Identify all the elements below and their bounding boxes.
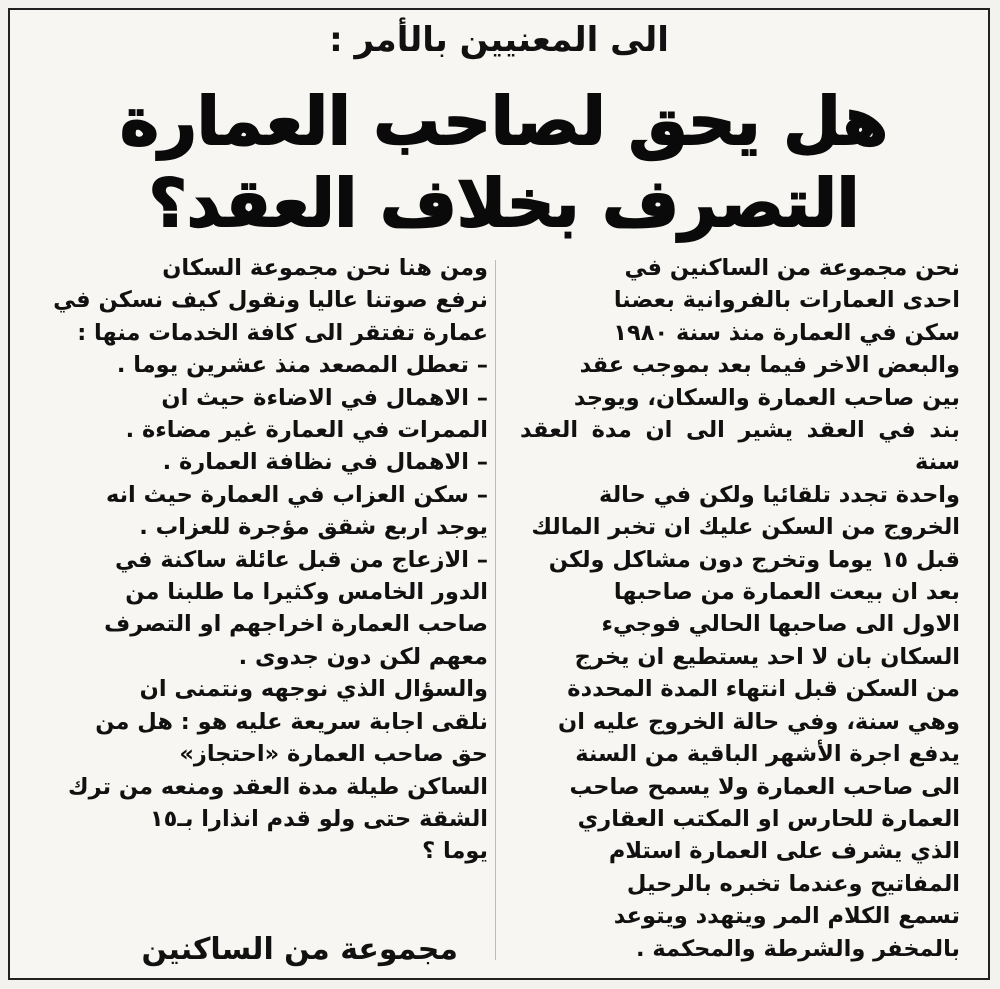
headline-line-2: التصرف بخلاف العقد؟ xyxy=(148,165,860,242)
headline-line-1: هل يحق لصاحب العمارة xyxy=(119,83,889,160)
body-column-right: نحن مجموعة من الساكنين في احدى العمارات بالفروانية بعضنا سكن في العمارة منذ سنة ١٩٨٠ والبعض الاخر فيما بعد بموجب عقد بين صاحب العمارة والسكان، ويوجد بند في العقد يشير الى ان مدة العقد سنة واحدة تجدد تلقائيا ولكن في حالة الخروج من السكن عليك ان تخبر المالك قبل ١٥ يوما وتخرج دون مشاكل ولكن بعد ان بيعت العمارة من صاحبها الاول الى صاحبها الحالي فوجيء السكان بان لا احد يستطيع ان يخرج من السكن قبل انتهاء المدة المحددة وهي سنة، وفي حالة الخروج عليه ان يدفع اجرة الأشهر الباقية من السنة الى صاحب العمارة ولا يسمح صاحب العمارة للحارس او المكتب العقاري الذي يشرف على العمارة استلام المفاتيح وعندما تخبره بالرحيل تسمع الكلام المر ويتهدد ويتوعد بالمخفر والشرطة والمحكمة . xyxy=(520,255,960,962)
column-divider xyxy=(495,260,496,960)
body-column-left: ومن هنا نحن مجموعة السكان نرفع صوتنا عاليا ونقول كيف نسكن في عمارة تفتقر الى كافة الخدمات منها : – تعطل المصعد منذ عشرين يوما . – الاهمال في الاضاءة حيث ان الممرات في العمارة غير مضاءة . – الاهمال في نظافة العمارة . – سكن العزاب في العمارة حيث انه يوجد اربع شقق مؤجرة للعزاب . – الازعاج من قبل عائلة ساكنة في الدور الخامس وكثيرا ما طلبنا من صاحب العمارة اخراجهم او التصرف معهم لكن دون جدوى . والسؤال الذي نوجهه ونتمنى ان نلقى اجابة سريعة عليه هو : هل من حق صاحب العمارة «احتجاز» الساكن طيلة مدة العقد ومنعه من ترك الشقة حتى ولو قدم انذارا بـ١٥ يوما ؟ xyxy=(53,255,488,865)
newspaper-clipping xyxy=(8,8,990,980)
signature: مجموعة من الساكنين xyxy=(141,932,458,967)
kicker-line: الى المعنيين بالأمر : xyxy=(329,20,669,60)
